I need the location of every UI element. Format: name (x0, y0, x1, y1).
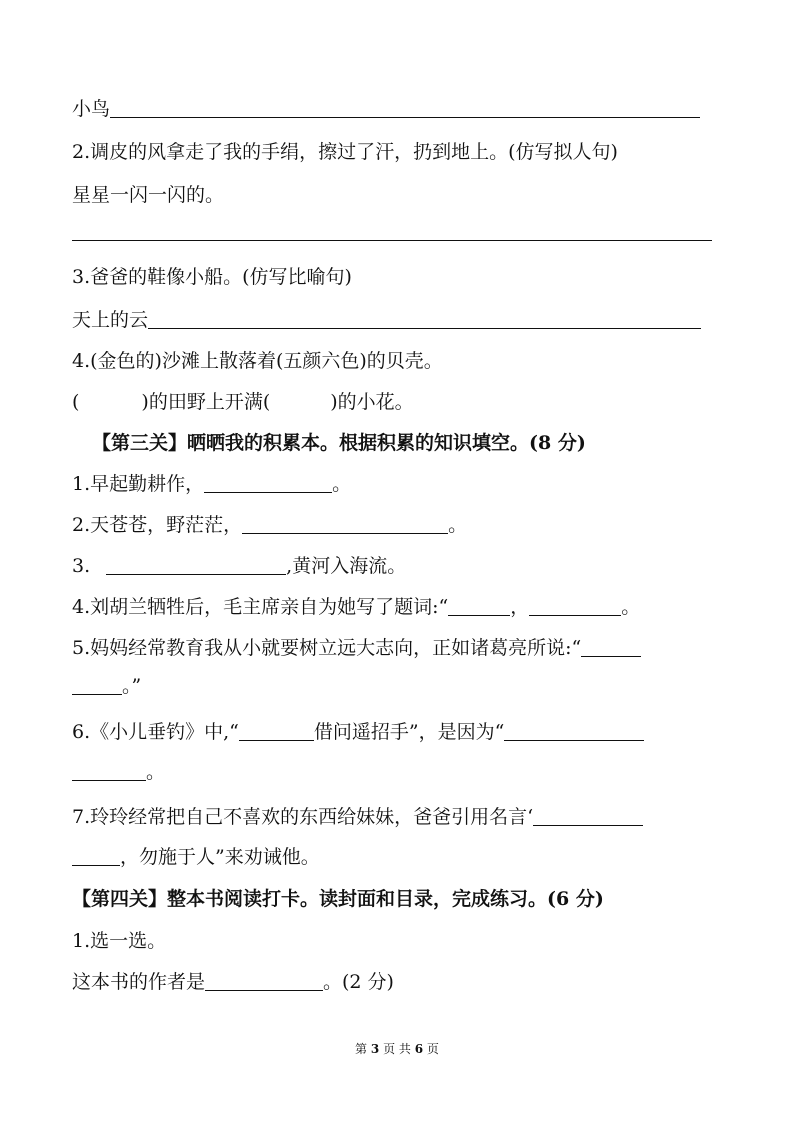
section-3-q3 (72, 549, 406, 583)
section-4-text: 整本书阅读打卡。读封面和目录，完成练习。(6 分) (167, 888, 604, 910)
q3-suffix: ,黄河入海流。 (286, 555, 407, 577)
page-footer (0, 1040, 794, 1058)
q4-blank-2[interactable] (529, 593, 621, 616)
q7-blank-1[interactable] (533, 803, 643, 826)
q6-blank-1[interactable] (239, 718, 314, 741)
q6-blank-2[interactable] (504, 718, 644, 741)
q6-suffix: 。 (146, 761, 166, 783)
answer-blank-bird[interactable] (110, 95, 700, 118)
paren-text-2: )的小花。 (330, 391, 414, 413)
star-sentence: 星星一闪一闪的。 (72, 184, 225, 206)
bird-prefix: 小鸟 (72, 98, 111, 120)
footer-total-pages: 6 (414, 1042, 424, 1056)
section-3-q5-cont (72, 669, 141, 703)
section-3-q4 (72, 590, 640, 624)
question-2-personification: 2.调皮的风拿走了我的手绢，擦过了汗，扔到地上。(仿写拟人句) (72, 141, 618, 163)
section-3-q5 (72, 631, 641, 665)
section-3-q7-cont (72, 840, 320, 874)
q4-blank-1[interactable] (448, 593, 510, 616)
question-4-fill (72, 385, 414, 419)
section-4-heading (72, 882, 604, 916)
q4-mid: ， (510, 596, 530, 618)
q3-text: 3. (72, 555, 97, 577)
section-4-q1a (72, 965, 394, 999)
answer-blank-cloud[interactable] (148, 306, 701, 329)
footer-text-3: 页 (426, 1042, 439, 1056)
q5-text: 5.妈妈经常教育我从小就要树立远大志向，正如诸葛亮所说:“ (72, 637, 582, 659)
q1a-suffix: 。(2 分) (323, 971, 394, 993)
section-3-q7 (72, 800, 643, 834)
q4-text: 4.刘胡兰牺牲后，毛主席亲自为她写了题词:“ (72, 596, 449, 618)
q7-text: 7.玲玲经常把自己不喜欢的东西给妹妹，爸爸引用名言‘ (72, 806, 534, 828)
section-3-q6-cont (72, 755, 165, 789)
q5-blank-2[interactable] (72, 672, 122, 695)
q5-suffix: 。” (122, 675, 142, 697)
q2-suffix: 。 (448, 514, 468, 536)
section-3-bracket: 【第三关】 (92, 432, 188, 454)
q7-suffix: ，勿施于人”来劝诫他。 (120, 846, 320, 868)
section-3-q2 (72, 508, 467, 542)
paren-open-1: ( (72, 391, 80, 413)
q6-mid: 借问遥招手”，是因为“ (313, 721, 505, 743)
line-cloud (72, 303, 701, 337)
q1-blank[interactable] (204, 470, 332, 493)
footer-page-number: 3 (370, 1042, 380, 1056)
question-4-example: 4.(金色的)沙滩上散落着(五颜六色)的贝壳。 (72, 350, 443, 372)
cloud-prefix: 天上的云 (72, 309, 149, 331)
answer-blank-star[interactable] (72, 240, 712, 241)
q5-blank-1[interactable] (581, 634, 641, 657)
q2-blank[interactable] (242, 511, 448, 534)
section-4-q1: 1.选一选。 (72, 930, 167, 952)
q7-blank-2[interactable] (72, 843, 120, 866)
q2-text: 2.天苍苍，野茫茫， (72, 514, 243, 536)
section-3-text: 晒晒我的积累本。根据积累的知识填空。(8 分) (187, 432, 586, 454)
q3-blank[interactable] (106, 552, 286, 575)
line-bird (72, 92, 700, 126)
section-4-bracket: 【第四关】 (72, 888, 168, 910)
q4-suffix: 。 (621, 596, 641, 618)
section-3-heading (92, 426, 586, 460)
question-3-simile: 3.爸爸的鞋像小船。(仿写比喻句) (72, 266, 352, 288)
q6-blank-3[interactable] (72, 758, 146, 781)
section-3-q1 (72, 467, 351, 501)
q1-text: 1.早起勤耕作， (72, 473, 205, 495)
q1a-text: 这本书的作者是 (72, 971, 206, 993)
footer-text-1: 第 (355, 1042, 368, 1056)
author-blank[interactable] (205, 968, 323, 991)
section-3-q6 (72, 715, 644, 749)
q6-text: 6.《小儿垂钓》中,“ (72, 721, 239, 743)
footer-text-2: 页 共 (383, 1042, 411, 1056)
q1-suffix: 。 (332, 473, 352, 495)
paren-text-1: )的田野上开满( (141, 391, 271, 413)
